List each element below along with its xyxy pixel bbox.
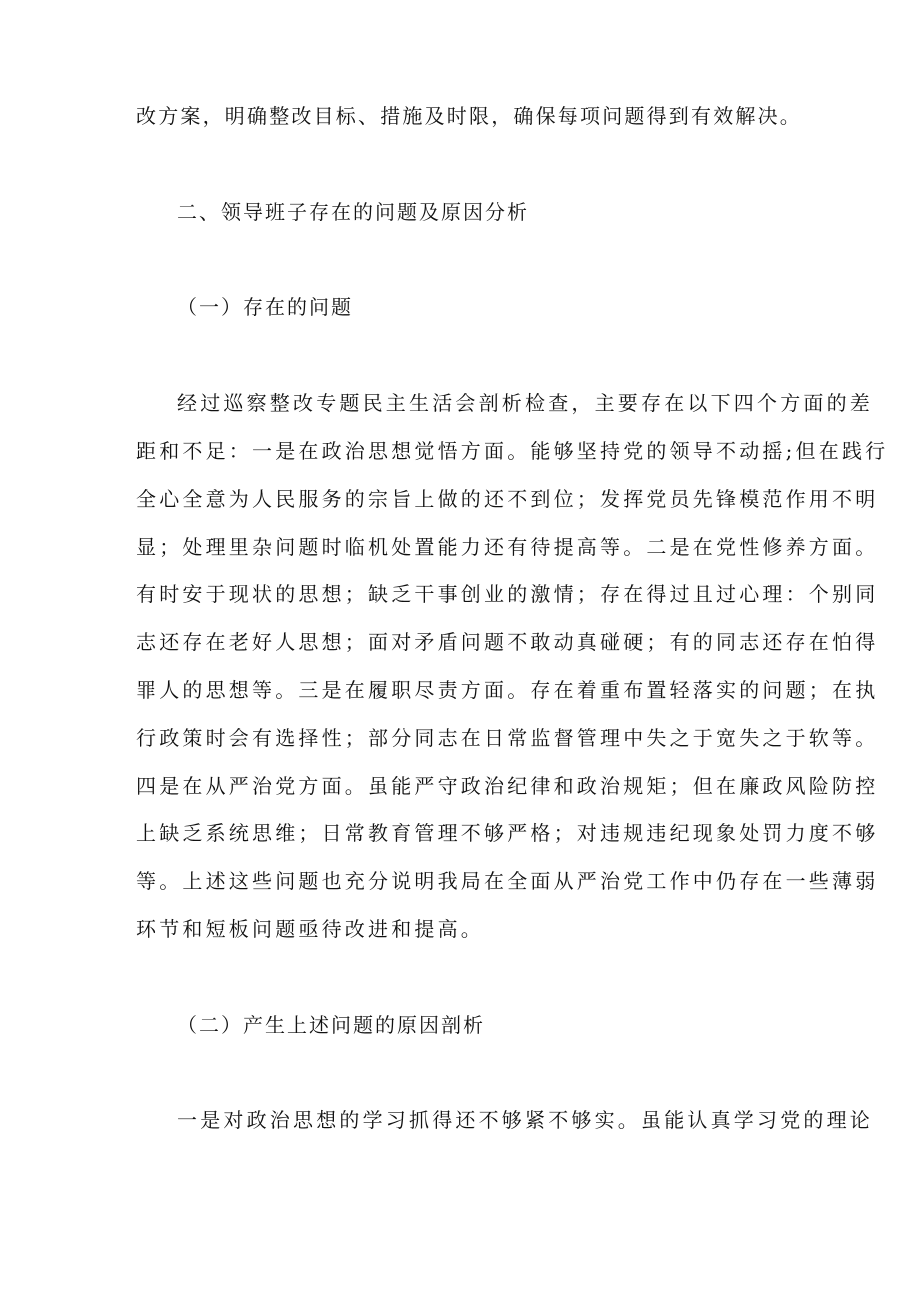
paragraph-line: 经过巡察整改专题民主生活会剖析检查，主要存在以下四个方面的差 xyxy=(177,391,873,415)
paragraph-line: 等。上述这些问题也充分说明我局在全面从严治党工作中仍存在一些薄弱 xyxy=(136,869,879,893)
subsection-heading-2: （二）产生上述问题的原因剖析 xyxy=(177,1013,485,1037)
paragraph-line: 一是对政治思想的学习抓得还不够紧不够实。虽能认真学习党的理论 xyxy=(177,1108,873,1132)
paragraph-line: 行政策时会有选择性；部分同志在日常监督管理中失之于宽失之于软等。 xyxy=(136,726,879,750)
paragraph-line: 全心全意为人民服务的宗旨上做的还不到位；发挥党员先锋模范作用不明 xyxy=(136,487,879,511)
paragraph-line: 环节和短板问题亟待改进和提高。 xyxy=(136,917,484,941)
paragraph-line: 距和不足：一是在政治思想觉悟方面。能够坚持党的领导不动摇;但在践行 xyxy=(136,439,889,463)
paragraph-line: 显；处理里杂问题时临机处置能力还有待提高等。二是在党性修养方面。 xyxy=(136,535,879,559)
paragraph-line: 上缺乏系统思维；日常教育管理不够严格；对违规违纪现象处罚力度不够 xyxy=(136,821,879,845)
section-heading-2: 二、领导班子存在的问题及原因分析 xyxy=(177,200,529,224)
paragraph-line: 四是在从严治党方面。虽能严守政治纪律和政治规矩；但在廉政风险防控 xyxy=(136,774,879,798)
paragraph-line: 罪人的思想等。三是在履职尽责方面。存在着重布置轻落实的问题；在执 xyxy=(136,678,879,702)
paragraph-line: 志还存在老好人思想；面对矛盾问题不敢动真碰硬；有的同志还存在怕得 xyxy=(136,630,879,654)
subsection-heading-1: （一）存在的问题 xyxy=(177,295,353,319)
paragraph-line: 有时安于现状的思想；缺乏干事创业的激情；存在得过且过心理：个别同 xyxy=(136,582,879,606)
paragraph-line-intro: 改方案，明确整改目标、措施及时限，确保每项问题得到有效解决。 xyxy=(136,104,802,128)
